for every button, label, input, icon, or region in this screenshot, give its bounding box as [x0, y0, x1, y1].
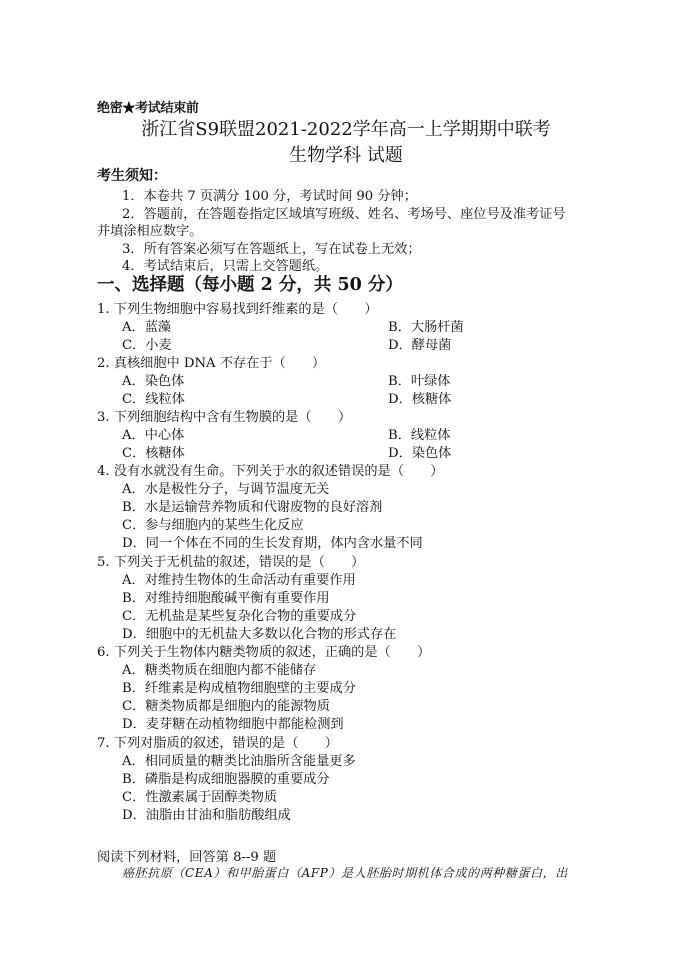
- question-option: D．酵母菌: [388, 338, 452, 353]
- question-stem: 2. 真核细胞中 DNA 不存在于（ ）: [97, 356, 326, 371]
- question-option: A．糖类物质在细胞内都不能储存: [122, 663, 317, 678]
- question-option: A．染色体: [122, 374, 185, 389]
- question-stem: 4. 没有水就没有生命。下列关于水的叙述错误的是（ ）: [97, 464, 444, 479]
- question-option: C．核糖体: [122, 446, 185, 461]
- question-option: C．无机盐是某些复杂化合物的重要成分: [122, 609, 357, 624]
- question-stem: 7. 下列对脂质的叙述，错误的是（ ）: [97, 736, 338, 751]
- notice-item: 3．所有答案必须写在答题纸上，写在试卷上无效；: [122, 242, 421, 257]
- question-stem: 6. 下列关于生物体内糖类物质的叙述，正确的是（ ）: [97, 645, 431, 660]
- exam-subtitle: 生物学科 试题: [289, 145, 403, 166]
- question-option: C．性激素属于固醇类物质: [122, 790, 278, 805]
- notice-item: 并填涂相应数字。: [97, 224, 203, 239]
- reading-intro: 阅读下列材料，回答第 8--9 题: [97, 850, 277, 865]
- notice-item: 1．本卷共 7 页满分 100 分，考试时间 90 分钟；: [122, 189, 417, 204]
- question-option: B．对维持细胞酸碱平衡有重要作用: [122, 591, 330, 606]
- question-stem: 5. 下列关于无机盐的叙述，错误的是（ ）: [97, 555, 365, 570]
- question-option: C．小麦: [122, 338, 172, 353]
- notice-item: 4．考试结束后，只需上交答题纸。: [122, 259, 329, 274]
- question-option: D．同一个体在不同的生长发育期，体内含水量不同: [122, 536, 423, 551]
- question-option: B．水是运输营养物质和代谢废物的良好溶剂: [122, 500, 383, 515]
- question-option: C．糖类物质都是细胞内的能源物质: [122, 699, 330, 714]
- question-option: B．纤维素是构成植物细胞壁的主要成分: [122, 681, 356, 696]
- question-option: C．参与细胞内的某些生化反应: [122, 518, 304, 533]
- notice-item: 2．答题前，在答题卷指定区域填写班级、姓名、考场号、座位号及准考证号: [122, 207, 566, 222]
- question-stem: 1. 下列生物细胞中容易找到纤维素的是（ ）: [97, 302, 378, 317]
- question-option: D．染色体: [388, 446, 452, 461]
- confidential-mark: 绝密★考试结束前: [97, 101, 199, 116]
- section-title: 一、选择题（每小题 2 分，共 50 分）: [97, 275, 403, 295]
- question-option: A．相同质量的糖类比油脂所含能量更多: [122, 754, 356, 769]
- question-option: B．叶绿体: [388, 374, 451, 389]
- question-option: A．水是极性分子，与调节温度无关: [122, 482, 330, 497]
- question-option: A．蓝藻: [122, 320, 172, 335]
- question-option: B．线粒体: [388, 428, 451, 443]
- question-option: C．线粒体: [122, 392, 185, 407]
- question-option: B．磷脂是构成细胞器膜的重要成分: [122, 772, 330, 787]
- question-option: A．中心体: [122, 428, 185, 443]
- question-option: A．对维持生物体的生命活动有重要作用: [122, 573, 356, 588]
- question-option: D．麦芽糖在动植物细胞中都能检测到: [122, 717, 344, 732]
- question-option: D．核糖体: [388, 392, 452, 407]
- reading-passage: 癌胚抗原（CEA）和甲胎蛋白（AFP）是人胚胎时期机体合成的两种糖蛋白，出: [122, 866, 568, 880]
- question-option: D．细胞中的无机盐大多数以化合物的形式存在: [122, 627, 397, 642]
- question-stem: 3. 下列细胞结构中含有生物膜的是（ ）: [97, 410, 352, 425]
- question-option: B．大肠杆菌: [388, 320, 464, 335]
- exam-title: 浙江省S9联盟2021-2022学年高一上学期期中联考: [141, 119, 551, 140]
- question-option: D．油脂由甘油和脂肪酸组成: [122, 808, 291, 823]
- notice-heading: 考生须知：: [97, 168, 167, 184]
